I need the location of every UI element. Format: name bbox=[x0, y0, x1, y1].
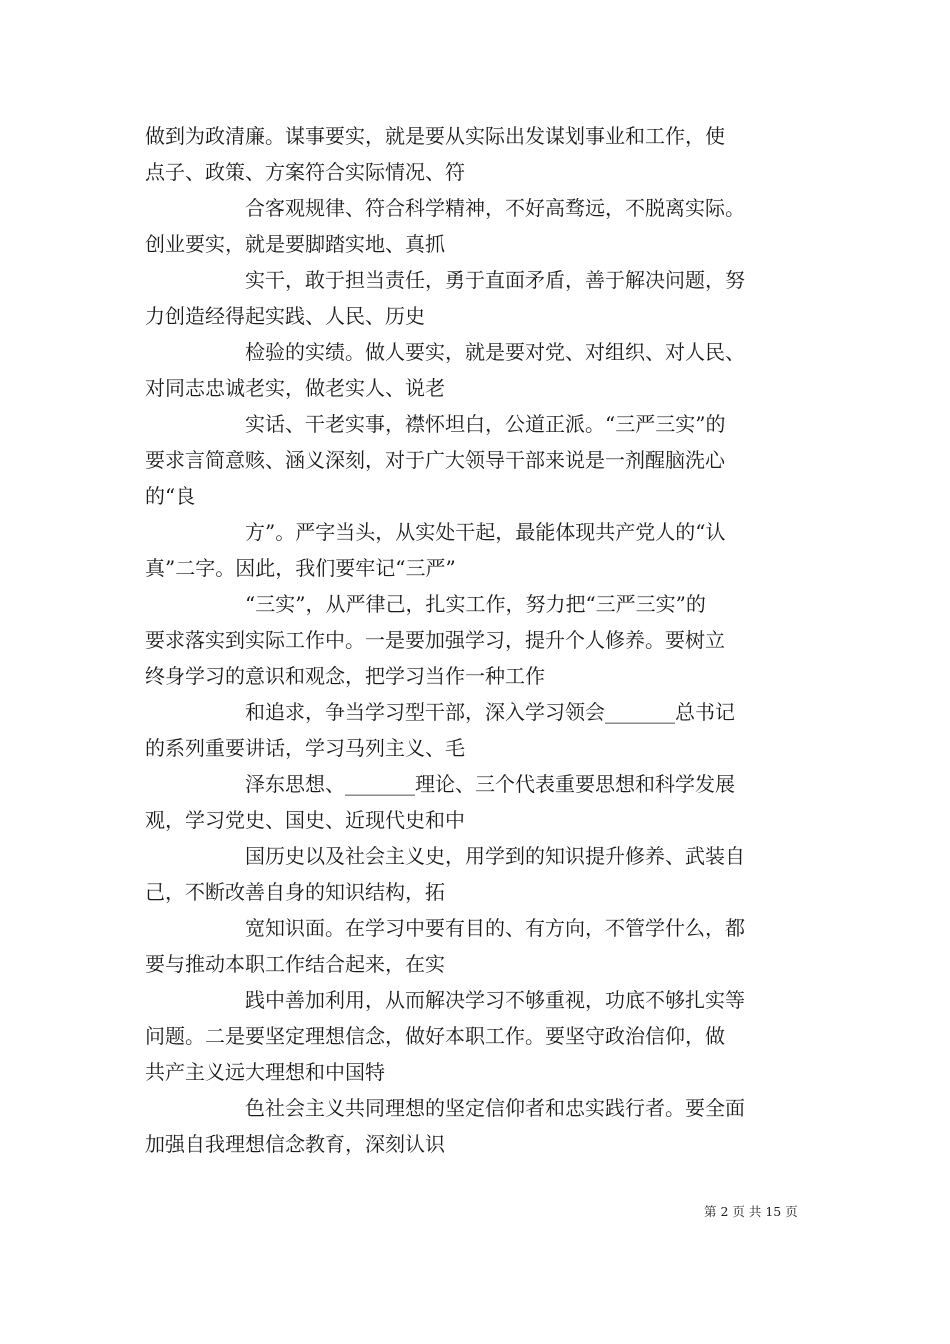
text-line: 的“良 bbox=[145, 484, 196, 508]
text-line: 己，不断改善自身的知识结构，拓 bbox=[145, 880, 445, 904]
text-line: 观，学习党史、国史、近现代史和中 bbox=[145, 808, 465, 832]
text-line: 要与推动本职工作结合起来，在实 bbox=[145, 952, 445, 976]
text-line: 泽东思想、_______理论、三个代表重要思想和科学发展 bbox=[245, 772, 735, 796]
text-line: 要求落实到实际工作中。一是要加强学习，提升个人修养。要树立 bbox=[145, 628, 725, 652]
text-line: 做到为政清廉。谋事要实，就是要从实际出发谋划事业和工作，使 bbox=[145, 124, 725, 148]
text-line: 共产主义远大理想和中国特 bbox=[145, 1060, 385, 1084]
text-line: 践中善加利用，从而解决学习不够重视，功底不够扎实等 bbox=[245, 988, 745, 1012]
text-line: 点子、政策、方案符合实际情况、符 bbox=[145, 160, 465, 184]
text-line: 的系列重要讲话，学习马列主义、毛 bbox=[145, 736, 465, 760]
text-line: 色社会主义共同理想的坚定信仰者和忠实践行者。要全面 bbox=[245, 1096, 745, 1120]
text-line: 终身学习的意识和观念，把学习当作一种工作 bbox=[145, 664, 545, 688]
text-line: 创业要实，就是要脚踏实地、真抓 bbox=[145, 232, 445, 256]
text-line: 对同志忠诚老实，做老实人、说老 bbox=[145, 376, 445, 400]
text-line: 加强自我理想信念教育，深刻认识 bbox=[145, 1132, 445, 1156]
text-line: 真”二字。因此，我们要牢记“三严” bbox=[145, 556, 456, 580]
page-number-footer: 第 2 页 共 15 页 bbox=[704, 1204, 798, 1219]
text-line: 实话、干老实事，襟怀坦白，公道正派。“三严三实”的 bbox=[245, 412, 726, 436]
text-line: 实干，敢于担当责任，勇于直面矛盾，善于解决问题，努 bbox=[245, 268, 745, 292]
text-line: 合客观规律、符合科学精神，不好高骛远，不脱离实际。 bbox=[245, 196, 745, 220]
text-line: 力创造经得起实践、人民、历史 bbox=[145, 304, 425, 328]
text-line: 检验的实绩。做人要实，就是要对党、对组织、对人民、 bbox=[245, 340, 745, 364]
document-body bbox=[145, 118, 807, 1162]
text-line: 方”。严字当头，从实处干起，最能体现共产党人的“认 bbox=[245, 520, 726, 544]
text-line: “三实”，从严律己，扎实工作，努力把“三严三实”的 bbox=[245, 592, 706, 616]
text-line: 和追求，争当学习型干部，深入学习领会_______总书记 bbox=[245, 700, 735, 724]
text-line: 要求言简意赅、涵义深刻，对于广大领导干部来说是一剂醒脑洗心 bbox=[145, 448, 725, 472]
text-line: 宽知识面。在学习中要有目的、有方向，不管学什么，都 bbox=[245, 916, 745, 940]
text-line: 问题。二是要坚定理想信念，做好本职工作。要坚守政治信仰，做 bbox=[145, 1024, 725, 1048]
text-line: 国历史以及社会主义史，用学到的知识提升修养、武装自 bbox=[245, 844, 745, 868]
